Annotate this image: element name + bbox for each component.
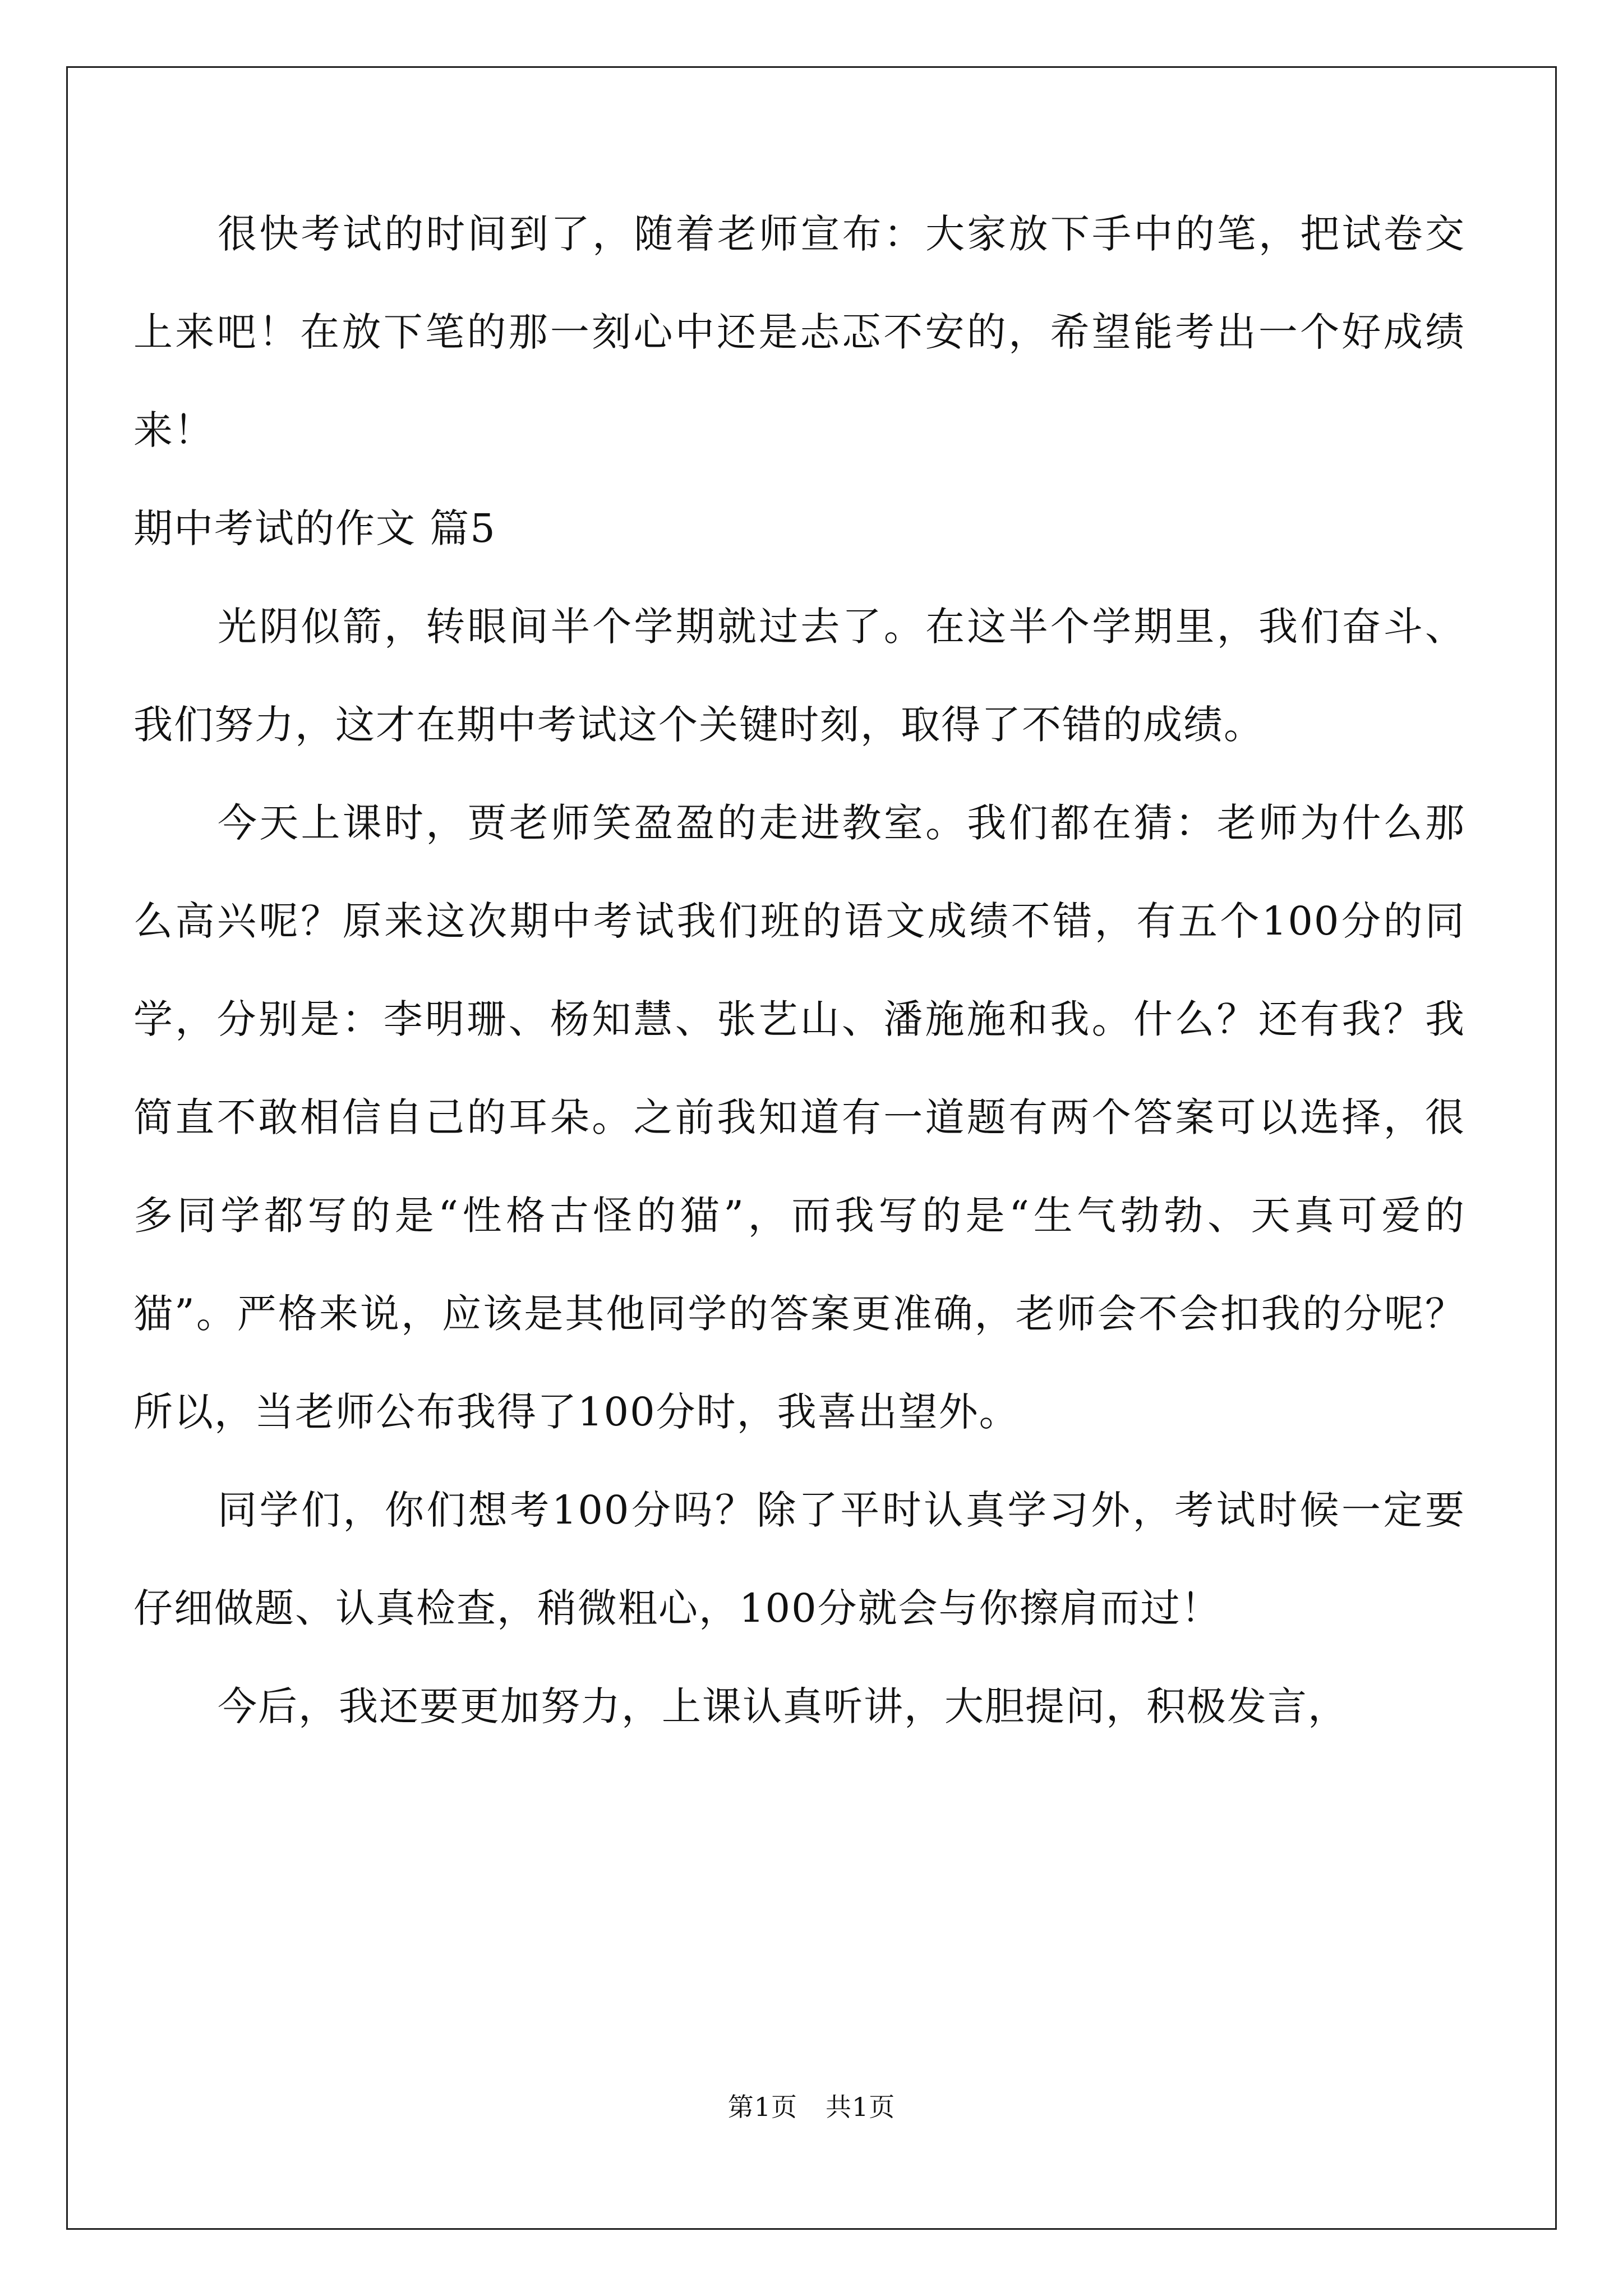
page-number: 第1页 (727, 2092, 797, 2122)
page-total: 共1页 (826, 2092, 896, 2122)
document-body (133, 185, 1465, 1756)
paragraph: 今天上课时，贾老师笑盈盈的走进教室。我们都在猜：老师为什么那么高兴呢？原来这次期中考试我们班的语文成绩不错，有五个100分的同学，分别是：李明珊、杨知慧、张艺山、潘施施和我。什么？还有我？我简直不敢相信自己的耳朵。之前我知道有一道题有两个答案可以选择，很多同学都写的是“性格古怪的猫”，而我写的是“生气勃勃、天真可爱的猫”。严格来说，应该是其他同学的答案更准确，老师会不会扣我的分呢？所以，当老师公布我得了100分时，我喜出望外。 (133, 800, 1465, 1435)
page-footer (0, 2087, 1623, 2124)
paragraph: 光阴似箭，转眼间半个学期就过去了。在这半个学期里，我们奋斗、我们努力，这才在期中考试这个关键时刻，取得了不错的成绩。 (133, 604, 1465, 748)
paragraph: 同学们，你们想考100分吗？除了平时认真学习外，考试时候一定要仔细做题、认真检查，稍微粗心，100分就会与你擦肩而过！ (133, 1487, 1465, 1631)
paragraph: 今后，我还要更加努力，上课认真听讲，大胆提问，积极发言， (218, 1683, 1348, 1729)
paragraph: 很快考试的时间到了，随着老师宣布：大家放下手中的笔，把试卷交上来吧！在放下笔的那一刻心中还是忐忑不安的，希望能考出一个好成绩来！ (133, 211, 1465, 453)
section-heading: 期中考试的作文 篇5 (133, 505, 496, 551)
